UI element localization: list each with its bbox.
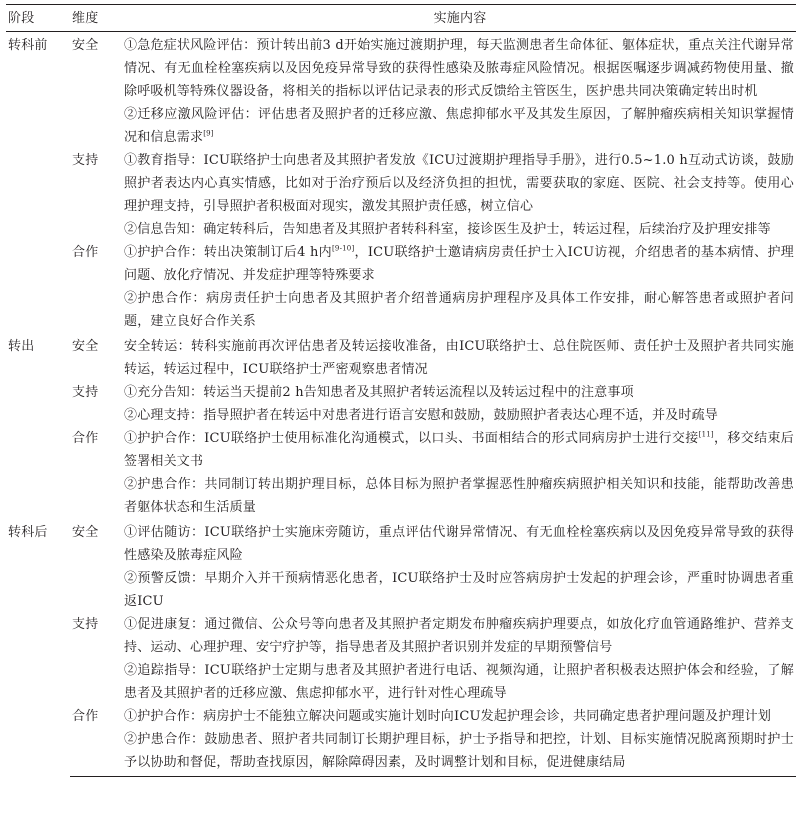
dimension-cell: 支持 bbox=[72, 153, 99, 168]
dimension-cell: 合作 bbox=[70, 705, 122, 777]
content-cell bbox=[122, 149, 796, 241]
dimension-cell: 安全 bbox=[72, 525, 99, 540]
content-cell bbox=[122, 32, 796, 150]
content-item: ②追踪指导：ICU联络护士定期与患者及其照护者进行电话、视频沟通，让照护者积极表达照护体会和经验，了解患者及其照护者的迁移应激、焦虑抑郁水平，进行针对性心理疏导 bbox=[124, 663, 794, 701]
content-item: ①促进康复：通过微信、公众号等向患者及其照护者定期发布肿瘤疾病护理要点，如放化疗血管通路维护、营养支持、运动、心理护理、安宁疗护等，指导患者及其照护者识别并发症的早期预警信号 bbox=[124, 617, 794, 655]
content-item: ①充分告知：转运当天提前2 h告知患者及其照护者转运流程以及转运过程中的注意事项 bbox=[124, 385, 634, 400]
content-item: ①评估随访：ICU联络护士实施床旁随访，重点评估代谢异常情况、有无血栓栓塞疾病以及因免疫异常导致的获得性感染及脓毒症风险 bbox=[124, 525, 794, 563]
table-row bbox=[6, 381, 796, 427]
content-item: ①急危症状风险评估：预计转出前3 d开始实施过渡期护理，每天监测患者生命体征、躯体症状，重点关注代谢异常情况、有无血栓栓塞疾病以及因免疫异常导致的获得性感染及脓毒症风险情况。根据医嘱逐步调减药物使用量、撤除呼吸机等特殊仪器设备，将相关的指标以评估记录表的形式反馈给主管医生，医护患共同决策确定转出时机 bbox=[124, 38, 794, 99]
stage-cell: 转科前 bbox=[8, 38, 48, 53]
citation-ref: [11] bbox=[698, 430, 714, 439]
citation-ref: [9-10] bbox=[332, 244, 355, 253]
content-item: ①护护合作：ICU联络护士使用标准化沟通模式，以口头、书面相结合的形式同病房护士进行交接[11]，移交结束后签署相关文书 bbox=[124, 430, 795, 469]
content-item: 安全转运：转科实施前再次评估患者及转运接收准备，由ICU联络护士、总住院医师、责任护士及照护者共同实施转运，转运过程中，ICU联络护士严密观察患者情况 bbox=[124, 339, 794, 377]
table-row bbox=[6, 427, 796, 519]
header-dimension: 维度 bbox=[70, 5, 122, 32]
dimension-cell: 合作 bbox=[72, 245, 99, 260]
table-row bbox=[6, 705, 796, 777]
dimension-cell: 支持 bbox=[72, 385, 99, 400]
table-body bbox=[6, 32, 796, 777]
table-row bbox=[6, 613, 796, 705]
stage-cell: 转科后 bbox=[8, 525, 48, 540]
stage-cell: 转出 bbox=[8, 339, 35, 354]
table-row bbox=[6, 32, 796, 150]
content-cell bbox=[122, 333, 796, 381]
content-item: ①护护合作：病房护士不能独立解决问题或实施计划时向ICU发起护理会诊，共同确定患者护理问题及护理计划 bbox=[124, 709, 772, 724]
content-item: ②护患合作：共同制订转出期护理目标，总体目标为照护者掌握恶性肿瘤疾病照护相关知识和技能，能帮助改善患者躯体状态和生活质量 bbox=[124, 477, 794, 515]
content-cell bbox=[122, 705, 796, 777]
content-item: ②护患合作：鼓励患者、照护者共同制订长期护理目标，护士予指导和把控，计划、目标实施情况脱离预期时护士予以协助和督促，帮助查找原因，解除障碍因素，及时调整计划和目标，促进健康结局 bbox=[124, 732, 794, 770]
citation-ref: [9] bbox=[203, 129, 214, 138]
dimension-cell: 合作 bbox=[72, 431, 99, 446]
table-header-row bbox=[6, 5, 796, 32]
dimension-cell: 支持 bbox=[72, 617, 99, 632]
content-item: ②心理支持：指导照护者在转运中对患者进行语言安慰和鼓励，鼓励照护者表达心理不适，并及时疏导 bbox=[124, 408, 719, 423]
table-row bbox=[6, 241, 796, 333]
header-content: 实施内容 bbox=[122, 5, 796, 32]
content-item: ①教育指导：ICU联络护士向患者及其照护者发放《ICU过渡期护理指导手册》，进行0.5~1.0 h互动式访谈，鼓励照护者表达内心真实情感，比如对于治疗预后以及经济负担的担忧，需要获取的家庭、医院、社会支持等。使用心理护理支持，引导照护者积极面对现实，激发其照护责任感，树立信心 bbox=[124, 153, 794, 214]
implementation-table bbox=[6, 4, 796, 777]
content-item: ②护患合作：病房责任护士向患者及其照护者介绍普通病房护理程序及具体工作安排，耐心解答患者或照护者问题，建立良好合作关系 bbox=[124, 291, 794, 329]
content-cell bbox=[122, 241, 796, 333]
table-row bbox=[6, 333, 796, 381]
content-item: ①护护合作：转出决策制订后4 h内[9-10]，ICU联络护士邀请病房责任护士入ICU访视，介绍患者的基本病情、护理问题、放化疗情况、并发症护理等特殊要求 bbox=[124, 244, 794, 283]
content-cell bbox=[122, 613, 796, 705]
table-row bbox=[6, 519, 796, 613]
content-item: ②信息告知：确定转科后，告知患者及其照护者转科科室，接诊医生及护士，转运过程，后续治疗及护理安排等 bbox=[124, 222, 771, 237]
content-item: ②预警反馈：早期介入并干预病情恶化患者，ICU联络护士及时应答病房护士发起的护理会诊，严重时协调患者重返ICU bbox=[124, 571, 794, 609]
content-cell bbox=[122, 427, 796, 519]
content-cell bbox=[122, 381, 796, 427]
content-cell bbox=[122, 519, 796, 613]
dimension-cell: 安全 bbox=[72, 38, 99, 53]
dimension-cell: 安全 bbox=[72, 339, 99, 354]
table-row bbox=[6, 149, 796, 241]
header-stage: 阶段 bbox=[6, 5, 70, 32]
content-item: ②迁移应激风险评估：评估患者及照护者的迁移应激、焦虑抑郁水平及其发生原因，了解肿瘤疾病相关知识掌握情况和信息需求[9] bbox=[124, 107, 794, 145]
